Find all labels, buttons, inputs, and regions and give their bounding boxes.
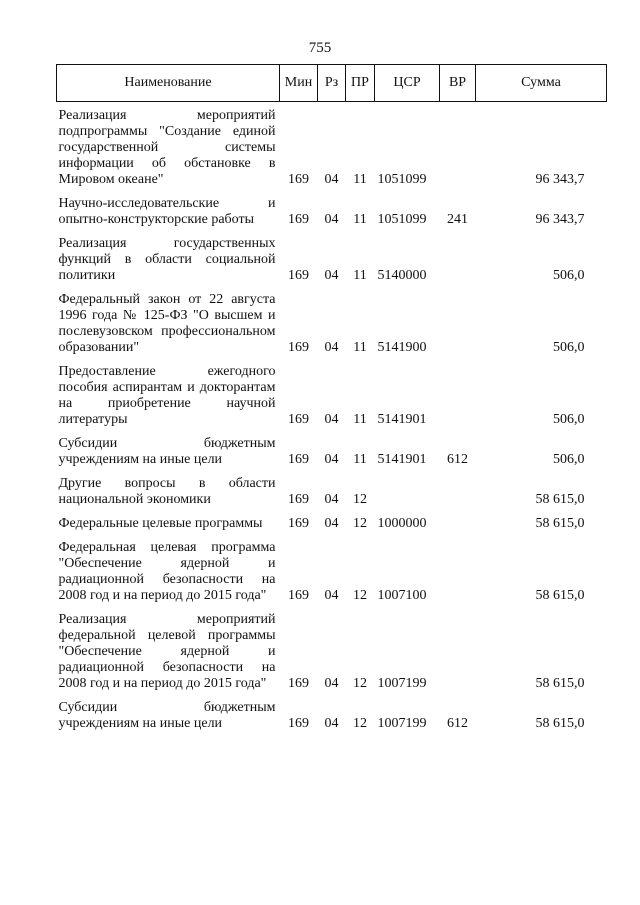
row-name: Субсидии бюджетным учреждениям на иные цели bbox=[58, 700, 276, 731]
row-min: 169 bbox=[288, 172, 309, 187]
row-rz: 04 bbox=[324, 588, 339, 603]
row-vr bbox=[440, 470, 476, 510]
row-vr bbox=[440, 102, 476, 191]
header-pr: ПР bbox=[346, 65, 375, 102]
row-min: 169 bbox=[288, 268, 309, 283]
row-pr: 11 bbox=[353, 268, 367, 283]
row-sum: 506,0 bbox=[553, 452, 585, 467]
row-vr bbox=[440, 510, 476, 534]
row-csr: 5141901 bbox=[377, 452, 427, 467]
row-min: 169 bbox=[288, 340, 309, 355]
row-sum: 506,0 bbox=[553, 412, 585, 427]
table-row bbox=[57, 694, 607, 734]
row-vr: 612 bbox=[447, 716, 468, 731]
header-sum: Сумма bbox=[476, 65, 607, 102]
table-row bbox=[57, 190, 607, 230]
row-rz: 04 bbox=[324, 340, 339, 355]
row-min: 169 bbox=[288, 412, 309, 427]
row-csr: 5141901 bbox=[377, 412, 427, 427]
row-sum: 58 615,0 bbox=[535, 588, 585, 603]
row-vr bbox=[440, 358, 476, 430]
row-rz: 04 bbox=[324, 452, 339, 467]
row-csr: 1007199 bbox=[377, 676, 427, 691]
page-number: 755 bbox=[308, 40, 332, 56]
table-row bbox=[57, 430, 607, 470]
row-pr: 11 bbox=[353, 340, 367, 355]
row-pr: 11 bbox=[353, 412, 367, 427]
row-name: Предоставление ежегодного пособия аспирантам и докторантам на приобретение научной литературы bbox=[58, 364, 276, 427]
row-name: Субсидии бюджетным учреждениям на иные цели bbox=[58, 436, 276, 467]
row-rz: 04 bbox=[324, 676, 339, 691]
budget-table bbox=[56, 64, 607, 734]
row-pr: 11 bbox=[353, 452, 367, 467]
table-row bbox=[57, 286, 607, 358]
row-sum: 506,0 bbox=[553, 268, 585, 283]
row-min: 169 bbox=[288, 492, 309, 507]
header-vr: ВР bbox=[440, 65, 476, 102]
table-row bbox=[57, 470, 607, 510]
row-csr: 1051099 bbox=[377, 172, 427, 187]
row-sum: 96 343,7 bbox=[535, 172, 585, 187]
row-sum: 96 343,7 bbox=[535, 212, 585, 227]
row-csr bbox=[375, 470, 440, 510]
row-pr: 11 bbox=[353, 172, 367, 187]
row-pr: 12 bbox=[353, 716, 367, 731]
row-rz: 04 bbox=[324, 516, 339, 531]
row-min: 169 bbox=[288, 452, 309, 467]
row-name: Федеральный закон от 22 августа 1996 года № 125-ФЗ "О высшем и послевузовском профессиональном образовании" bbox=[58, 292, 276, 355]
table-row bbox=[57, 358, 607, 430]
row-csr: 1007100 bbox=[377, 588, 427, 603]
row-min: 169 bbox=[288, 676, 309, 691]
row-name: Научно-исследовательские и опытно-конструкторские работы bbox=[58, 196, 276, 227]
row-pr: 11 bbox=[353, 212, 367, 227]
row-sum: 58 615,0 bbox=[535, 516, 585, 531]
header-csr: ЦСР bbox=[375, 65, 440, 102]
row-csr: 5140000 bbox=[377, 268, 427, 283]
table-row bbox=[57, 510, 607, 534]
row-name: Другие вопросы в области национальной экономики bbox=[58, 476, 276, 507]
row-name: Федеральные целевые программы bbox=[58, 516, 263, 531]
row-csr: 5141900 bbox=[377, 340, 427, 355]
row-sum: 506,0 bbox=[553, 340, 585, 355]
row-rz: 04 bbox=[324, 212, 339, 227]
row-rz: 04 bbox=[324, 716, 339, 731]
row-min: 169 bbox=[288, 588, 309, 603]
row-sum: 58 615,0 bbox=[535, 716, 585, 731]
row-csr: 1051099 bbox=[377, 212, 427, 227]
table-header-row bbox=[57, 65, 607, 102]
row-rz: 04 bbox=[324, 172, 339, 187]
row-pr: 12 bbox=[353, 516, 367, 531]
row-rz: 04 bbox=[324, 492, 339, 507]
header-name: Наименование bbox=[57, 65, 280, 102]
table-row bbox=[57, 606, 607, 694]
row-sum: 58 615,0 bbox=[535, 676, 585, 691]
row-vr bbox=[440, 534, 476, 606]
row-name: Федеральная целевая программа "Обеспечение ядерной и радиационной безопасности на 2008 год и на период до 2015 года" bbox=[58, 540, 276, 603]
table-row bbox=[57, 534, 607, 606]
row-vr bbox=[440, 606, 476, 694]
row-sum: 58 615,0 bbox=[535, 492, 585, 507]
row-name: Реализация мероприятий федеральной целевой программы "Обеспечение ядерной и радиационной безопасности на 2008 год и на период до 2015 года" bbox=[58, 612, 276, 691]
row-csr: 1007199 bbox=[377, 716, 427, 731]
header-min: Мин bbox=[280, 65, 318, 102]
header-rz: Рз bbox=[318, 65, 346, 102]
row-name: Реализация государственных функций в области социальной политики bbox=[58, 236, 276, 283]
row-min: 169 bbox=[288, 716, 309, 731]
row-min: 169 bbox=[288, 212, 309, 227]
row-pr: 12 bbox=[353, 492, 367, 507]
row-rz: 04 bbox=[324, 268, 339, 283]
table-row bbox=[57, 102, 607, 191]
row-pr: 12 bbox=[353, 588, 367, 603]
row-vr: 612 bbox=[447, 452, 468, 467]
row-pr: 12 bbox=[353, 676, 367, 691]
row-csr: 1000000 bbox=[377, 516, 427, 531]
row-vr bbox=[440, 230, 476, 286]
row-min: 169 bbox=[288, 516, 309, 531]
row-rz: 04 bbox=[324, 412, 339, 427]
row-name: Реализация мероприятий подпрограммы "Создание единой государственной системы информации об обстановке в Мировом океане" bbox=[58, 108, 276, 187]
row-vr bbox=[440, 286, 476, 358]
table-row bbox=[57, 230, 607, 286]
row-vr: 241 bbox=[447, 212, 468, 227]
